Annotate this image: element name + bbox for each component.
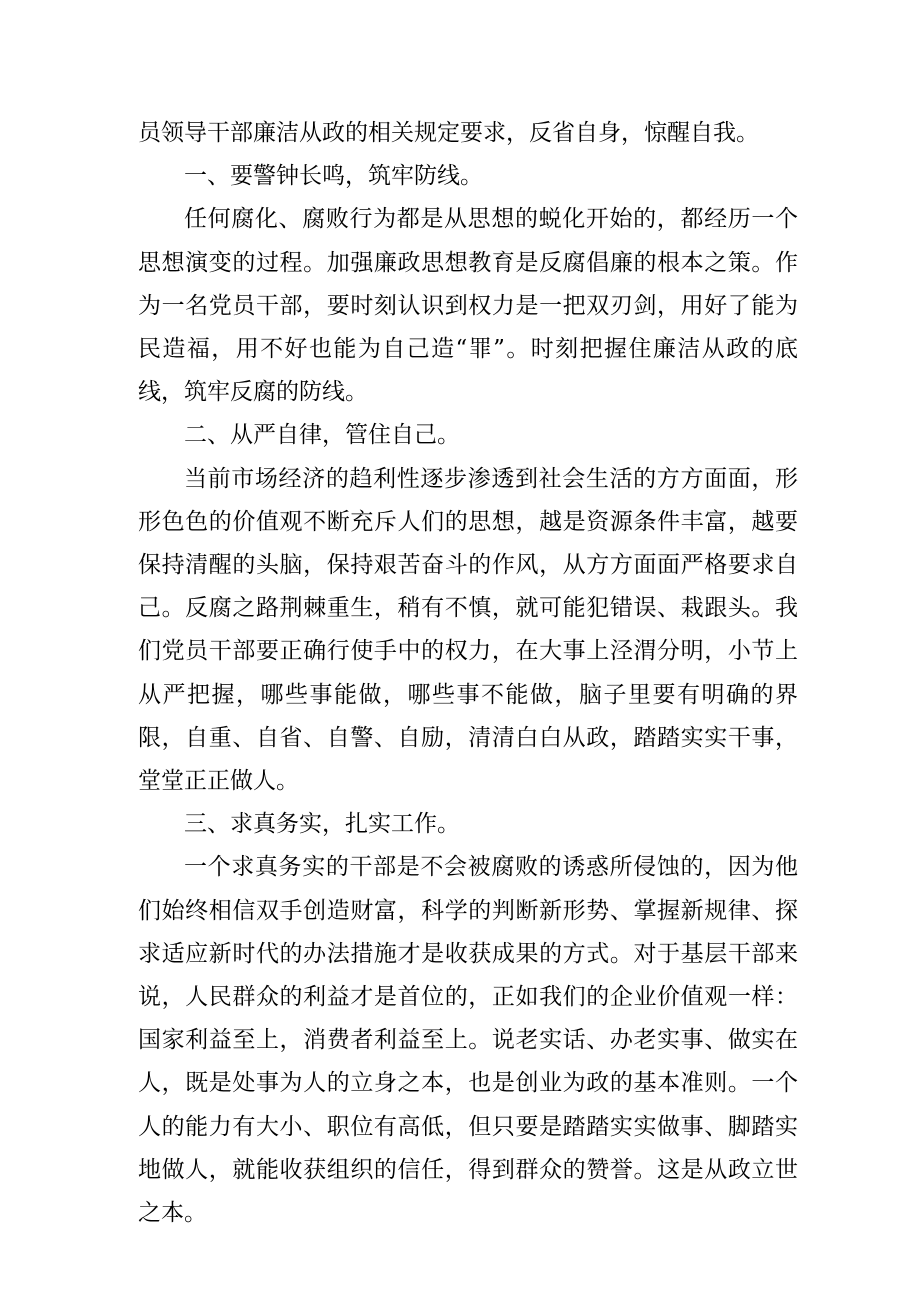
section-heading-3: 三、求真务实，扎实工作。: [184, 811, 460, 838]
section-heading-1: 一、要警钟长鸣，筑牢防线。: [184, 163, 483, 190]
body-paragraph-3: 一个求真务实的干部是不会被腐败的诱惑所侵蚀的，因为他们始终相信双手创造财富，科学的判断新形势、掌握新规律、探求适应新时代的办法措施才是收获成果的方式。对于基层干部来说，人民群众的利益才是首位的，正如我们的企业价值观一样：国家利益至上，消费者利益至上。说老实话、办老实事、做实在人，既是处事为人的立身之本，也是创业为政的基本准则。一个人的能力有大小、职位有高低，但只要是踏踏实实做事、脚踏实地做人，就能收获组织的信任，得到群众的赞誉。这是从政立世之本。: [138, 854, 798, 1227]
section-heading-2: 二、从严自律，管住自己。: [184, 422, 460, 449]
body-paragraph-1: 任何腐化、腐败行为都是从思想的蜕化开始的，都经历一个思想演变的过程。加强廉政思想教育是反腐倡廉的根本之策。作为一名党员干部，要时刻认识到权力是一把双刃剑，用好了能为民造福，用不好也能为自己造“罪”。时刻把握住廉洁从政的底线，筑牢反腐的防线。: [138, 206, 798, 406]
body-paragraph-2: 当前市场经济的趋利性逐步渗透到社会生活的方方面面，形形色色的价值观不断充斥人们的思想，越是资源条件丰富，越要保持清醒的头脑，保持艰苦奋斗的作风，从方方面面严格要求自己。反腐之路荆棘重生，稍有不慎，就可能犯错误、栽跟头。我们党员干部要正确行使手中的权力，在大事上泾渭分明，小节上从严把握，哪些事能做，哪些事不能做，脑子里要有明确的界限，自重、自省、自警、自励，清清白白从政，踏踏实实干事，堂堂正正做人。: [138, 465, 798, 795]
document-page: [138, 112, 798, 1235]
continued-paragraph: 员领导干部廉洁从政的相关规定要求，反省自身，惊醒自我。: [138, 120, 759, 146]
